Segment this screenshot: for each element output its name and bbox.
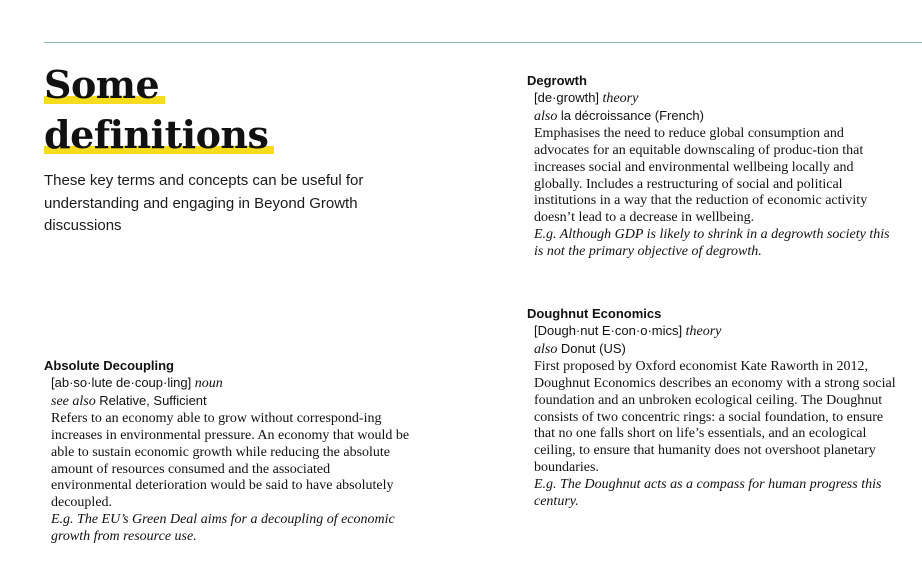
intro-text: These key terms and concepts can be useful for understanding and engaging in Beyond Growth discussions: [44, 172, 364, 234]
definition-body: [527, 323, 902, 511]
definition-also: [534, 341, 902, 359]
part-of-speech: theory: [602, 91, 639, 106]
definition-doughnut-economics: [527, 306, 902, 511]
pronunciation-text: [ab·so·lute de·coup·ling]: [51, 375, 192, 390]
definition-body: [527, 90, 902, 261]
definition-example: E.g. The EU’s Green Deal aims for a decoupling of economic growth from resource use.: [51, 512, 395, 545]
title-line-2: definitions: [44, 112, 274, 157]
definition-text: First proposed by Oxford economist Kate Raworth in 2012, Doughnut Economics describes an economy with a strong social foundation and an unbroken ecological ceiling. The Doughnut consists of two concentric rings: a social foundation, to ensure that no one falls short on life’s essentials, and an ecological ceiling, to ensure that humanity does not overshoot planetary boundaries.: [534, 358, 896, 476]
header-rule: [44, 42, 922, 43]
definition-pronunciation: [534, 323, 902, 341]
definition-absolute-decoupling: [44, 358, 414, 546]
definition-text: Emphasises the need to reduce global consumption and advocates for an equitable downscaling of produc-tion that increases social and environmental wellbeing locally and globally. Includes a restructuring of social and political institutions in a way that the reduction of economic activity doesn’t lead to a decrease in wellbeing.: [534, 125, 868, 226]
definition-term: Degrowth: [527, 73, 587, 88]
part-of-speech: noun: [194, 376, 223, 391]
page-title: [44, 60, 274, 160]
also-label: see also: [51, 393, 96, 409]
definition-also: [534, 108, 902, 126]
pronunciation-text: [de·growth]: [534, 90, 600, 105]
definition-example: E.g. Although GDP is likely to shrink in a degrowth society this is not the primary objective of degrowth.: [534, 227, 890, 260]
also-value: Donut (US): [560, 340, 626, 356]
definition-pronunciation: [51, 375, 414, 393]
title-line-1: Some: [44, 62, 165, 107]
definition-example: E.g. The Doughnut acts as a compass for human progress this century.: [534, 477, 882, 510]
part-of-speech: theory: [685, 324, 722, 339]
definition-also: [51, 393, 414, 411]
also-label: also: [534, 341, 558, 357]
definition-body: [44, 375, 414, 546]
also-value: Relative, Sufficient: [99, 392, 207, 408]
also-value: la décroissance (French): [560, 107, 704, 123]
definition-degrowth: [527, 73, 902, 261]
definition-term: Absolute Decoupling: [44, 358, 174, 373]
also-label: also: [534, 108, 558, 124]
definition-term: Doughnut Economics: [527, 306, 662, 321]
pronunciation-text: [Dough·nut E·con·o·mics]: [534, 323, 683, 338]
definition-pronunciation: [534, 90, 902, 108]
definition-text: Refers to an economy able to grow without correspond-ing increases in environmental pressure. An economy that would be able to sustain economic growth while reducing the absolute amount of resources consumed and the associated environmental deterioration would be said to have absolutely decoupled.: [51, 410, 410, 511]
